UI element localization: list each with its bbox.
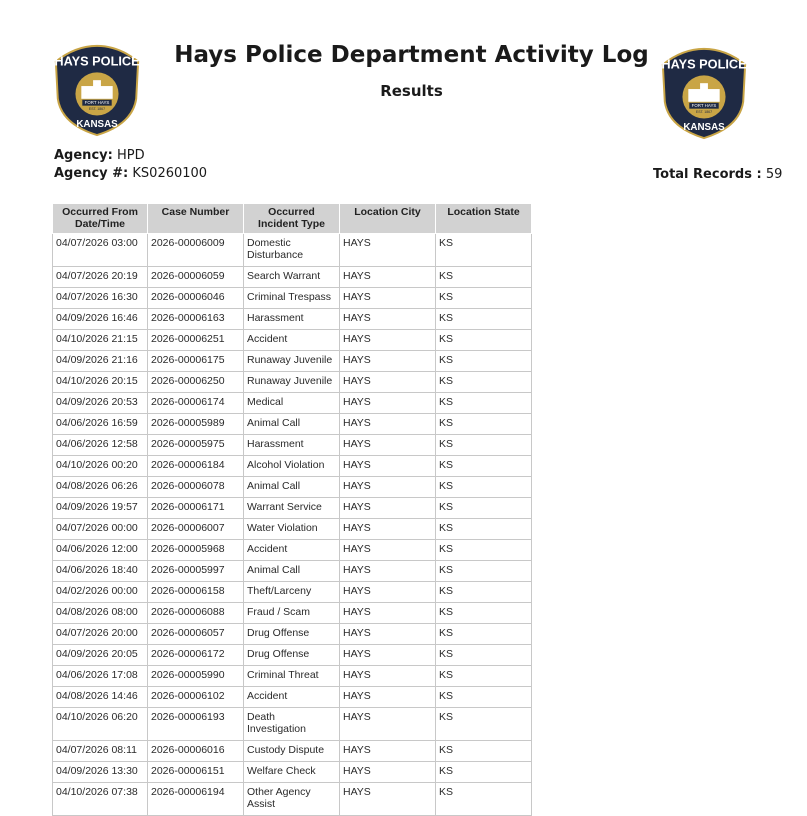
column-header-location-state: Location State	[436, 204, 532, 234]
cell-case-number: 2026-00006102	[148, 687, 244, 708]
cell-datetime: 04/07/2026 16:30	[53, 288, 148, 309]
column-header-datetime: Occurred From Date/Time	[53, 204, 148, 234]
cell-case-number: 2026-00006059	[148, 267, 244, 288]
cell-location-city: HAYS	[340, 351, 436, 372]
cell-case-number: 2026-00006193	[148, 708, 244, 741]
cell-location-city: HAYS	[340, 540, 436, 561]
cell-incident-type: Theft/Larceny	[244, 582, 340, 603]
cell-case-number: 2026-00005997	[148, 561, 244, 582]
table-row	[53, 330, 532, 351]
cell-location-state: KS	[436, 393, 532, 414]
table-row	[53, 783, 532, 816]
cell-location-city: HAYS	[340, 309, 436, 330]
cell-location-state: KS	[436, 372, 532, 393]
cell-location-state: KS	[436, 783, 532, 816]
cell-incident-type: Animal Call	[244, 561, 340, 582]
table-row	[53, 762, 532, 783]
agency-number-label: Agency #:	[54, 166, 129, 181]
cell-incident-type: Custody Dispute	[244, 741, 340, 762]
table-row	[53, 372, 532, 393]
table-row	[53, 582, 532, 603]
table-row	[53, 603, 532, 624]
cell-location-state: KS	[436, 603, 532, 624]
cell-case-number: 2026-00006171	[148, 498, 244, 519]
cell-location-city: HAYS	[340, 624, 436, 645]
cell-incident-type: Drug Offense	[244, 624, 340, 645]
cell-location-city: HAYS	[340, 561, 436, 582]
cell-incident-type: Runaway Juvenile	[244, 372, 340, 393]
cell-location-state: KS	[436, 708, 532, 741]
table-row	[53, 435, 532, 456]
cell-location-city: HAYS	[340, 645, 436, 666]
cell-location-city: HAYS	[340, 498, 436, 519]
total-records	[653, 167, 782, 182]
agency-number-line	[54, 166, 207, 181]
cell-location-city: HAYS	[340, 519, 436, 540]
cell-incident-type: Accident	[244, 330, 340, 351]
table-row	[53, 687, 532, 708]
cell-case-number: 2026-00006172	[148, 645, 244, 666]
agency-label: Agency:	[54, 148, 113, 163]
cell-location-state: KS	[436, 435, 532, 456]
patch-est-text: EST. 1867	[695, 110, 713, 115]
column-header-location-city: Location City	[340, 204, 436, 234]
cell-datetime: 04/02/2026 00:00	[53, 582, 148, 603]
cell-datetime: 04/06/2026 12:58	[53, 435, 148, 456]
cell-location-state: KS	[436, 288, 532, 309]
patch-city-text: FORT HAYS	[691, 103, 717, 109]
cell-incident-type: Runaway Juvenile	[244, 351, 340, 372]
cell-incident-type: Death Investigation	[244, 708, 340, 741]
cell-location-city: HAYS	[340, 267, 436, 288]
cell-location-city: HAYS	[340, 666, 436, 687]
cell-case-number: 2026-00006009	[148, 234, 244, 267]
cell-datetime: 04/07/2026 00:00	[53, 519, 148, 540]
cell-case-number: 2026-00006174	[148, 393, 244, 414]
cell-datetime: 04/06/2026 17:08	[53, 666, 148, 687]
cell-incident-type: Warrant Service	[244, 498, 340, 519]
cell-location-state: KS	[436, 645, 532, 666]
cell-location-state: KS	[436, 540, 532, 561]
cell-datetime: 04/09/2026 20:53	[53, 393, 148, 414]
cell-datetime: 04/07/2026 03:00	[53, 234, 148, 267]
cell-datetime: 04/07/2026 20:19	[53, 267, 148, 288]
cell-location-state: KS	[436, 762, 532, 783]
cell-location-city: HAYS	[340, 435, 436, 456]
total-records-label: Total Records :	[653, 167, 762, 182]
cell-location-city: HAYS	[340, 708, 436, 741]
cell-datetime: 04/07/2026 08:11	[53, 741, 148, 762]
cell-location-state: KS	[436, 456, 532, 477]
table-row	[53, 414, 532, 435]
cell-location-state: KS	[436, 561, 532, 582]
cell-case-number: 2026-00006078	[148, 477, 244, 498]
table-header-row	[53, 204, 532, 234]
cell-case-number: 2026-00006194	[148, 783, 244, 816]
cell-incident-type: Animal Call	[244, 414, 340, 435]
cell-location-city: HAYS	[340, 741, 436, 762]
cell-case-number: 2026-00006250	[148, 372, 244, 393]
cell-datetime: 04/09/2026 16:46	[53, 309, 148, 330]
cell-location-state: KS	[436, 267, 532, 288]
column-header-incident-type: Occurred Incident Type	[244, 204, 340, 234]
cell-datetime: 04/10/2026 21:15	[53, 330, 148, 351]
table-row	[53, 456, 532, 477]
table-row	[53, 393, 532, 414]
patch-top-text: HAYS POLICE	[54, 53, 140, 69]
cell-location-city: HAYS	[340, 603, 436, 624]
cell-incident-type: Welfare Check	[244, 762, 340, 783]
cell-location-city: HAYS	[340, 477, 436, 498]
total-records-value: 59	[765, 167, 783, 182]
cell-case-number: 2026-00006007	[148, 519, 244, 540]
agency-value: HPD	[116, 148, 145, 163]
cell-datetime: 04/08/2026 08:00	[53, 603, 148, 624]
cell-datetime: 04/07/2026 20:00	[53, 624, 148, 645]
table-row	[53, 666, 532, 687]
cell-incident-type: Water Violation	[244, 519, 340, 540]
page-subtitle: Results	[380, 82, 443, 100]
page-title: Hays Police Department Activity Log	[174, 42, 649, 68]
cell-case-number: 2026-00005990	[148, 666, 244, 687]
cell-datetime: 04/10/2026 07:38	[53, 783, 148, 816]
table-row	[53, 708, 532, 741]
cell-location-state: KS	[436, 582, 532, 603]
cell-case-number: 2026-00006057	[148, 624, 244, 645]
cell-case-number: 2026-00006016	[148, 741, 244, 762]
table-row	[53, 645, 532, 666]
cell-incident-type: Harassment	[244, 435, 340, 456]
cell-location-city: HAYS	[340, 414, 436, 435]
cell-incident-type: Criminal Trespass	[244, 288, 340, 309]
patch-city-text: FORT HAYS	[84, 100, 110, 106]
cell-datetime: 04/10/2026 00:20	[53, 456, 148, 477]
cell-incident-type: Alcohol Violation	[244, 456, 340, 477]
cell-incident-type: Harassment	[244, 309, 340, 330]
table-row	[53, 561, 532, 582]
cell-datetime: 04/08/2026 14:46	[53, 687, 148, 708]
cell-case-number: 2026-00006046	[148, 288, 244, 309]
table-row	[53, 741, 532, 762]
cell-location-city: HAYS	[340, 234, 436, 267]
cell-location-city: HAYS	[340, 762, 436, 783]
cell-case-number: 2026-00006175	[148, 351, 244, 372]
table-row	[53, 267, 532, 288]
cell-incident-type: Other Agency Assist	[244, 783, 340, 816]
table-row	[53, 540, 532, 561]
cell-datetime: 04/09/2026 21:16	[53, 351, 148, 372]
cell-location-city: HAYS	[340, 288, 436, 309]
table-row	[53, 477, 532, 498]
cell-incident-type: Medical	[244, 393, 340, 414]
cell-incident-type: Accident	[244, 687, 340, 708]
cell-case-number: 2026-00006184	[148, 456, 244, 477]
cell-location-state: KS	[436, 741, 532, 762]
column-header-case-number: Case Number	[148, 204, 244, 234]
cell-incident-type: Fraud / Scam	[244, 603, 340, 624]
cell-incident-type: Drug Offense	[244, 645, 340, 666]
cell-location-state: KS	[436, 477, 532, 498]
cell-case-number: 2026-00006088	[148, 603, 244, 624]
cell-location-state: KS	[436, 351, 532, 372]
cell-location-city: HAYS	[340, 393, 436, 414]
cell-datetime: 04/10/2026 06:20	[53, 708, 148, 741]
cell-case-number: 2026-00006158	[148, 582, 244, 603]
cell-location-city: HAYS	[340, 456, 436, 477]
cell-incident-type: Domestic Disturbance	[244, 234, 340, 267]
cell-incident-type: Animal Call	[244, 477, 340, 498]
cell-location-state: KS	[436, 624, 532, 645]
cell-case-number: 2026-00005989	[148, 414, 244, 435]
cell-location-state: KS	[436, 687, 532, 708]
cell-case-number: 2026-00006163	[148, 309, 244, 330]
cell-datetime: 04/09/2026 13:30	[53, 762, 148, 783]
cell-datetime: 04/10/2026 20:15	[53, 372, 148, 393]
cell-datetime: 04/06/2026 18:40	[53, 561, 148, 582]
cell-location-city: HAYS	[340, 783, 436, 816]
cell-datetime: 04/06/2026 12:00	[53, 540, 148, 561]
cell-location-state: KS	[436, 234, 532, 267]
cell-location-city: HAYS	[340, 372, 436, 393]
patch-top-text: HAYS POLICE	[661, 56, 747, 72]
cell-location-state: KS	[436, 309, 532, 330]
cell-case-number: 2026-00006151	[148, 762, 244, 783]
table-body	[53, 234, 532, 816]
cell-incident-type: Accident	[244, 540, 340, 561]
activity-log-table	[52, 203, 532, 816]
cell-case-number: 2026-00005968	[148, 540, 244, 561]
agency-line	[54, 148, 145, 163]
table-row	[53, 234, 532, 267]
table-row	[53, 288, 532, 309]
cell-datetime: 04/06/2026 16:59	[53, 414, 148, 435]
patch-state-text: KANSAS	[76, 119, 118, 131]
table-row	[53, 309, 532, 330]
cell-case-number: 2026-00006251	[148, 330, 244, 351]
table-row	[53, 498, 532, 519]
cell-datetime: 04/09/2026 20:05	[53, 645, 148, 666]
cell-location-state: KS	[436, 414, 532, 435]
cell-location-city: HAYS	[340, 582, 436, 603]
cell-incident-type: Criminal Threat	[244, 666, 340, 687]
agency-number-value: KS0260100	[132, 166, 208, 181]
table-row	[53, 351, 532, 372]
cell-location-state: KS	[436, 666, 532, 687]
cell-location-state: KS	[436, 330, 532, 351]
cell-location-state: KS	[436, 519, 532, 540]
cell-location-city: HAYS	[340, 687, 436, 708]
cell-location-city: HAYS	[340, 330, 436, 351]
cell-datetime: 04/08/2026 06:26	[53, 477, 148, 498]
patch-state-text: KANSAS	[683, 122, 725, 134]
cell-case-number: 2026-00005975	[148, 435, 244, 456]
cell-location-state: KS	[436, 498, 532, 519]
table-row	[53, 519, 532, 540]
cell-incident-type: Search Warrant	[244, 267, 340, 288]
table-row	[53, 624, 532, 645]
patch-est-text: EST. 1867	[88, 107, 106, 112]
cell-datetime: 04/09/2026 19:57	[53, 498, 148, 519]
